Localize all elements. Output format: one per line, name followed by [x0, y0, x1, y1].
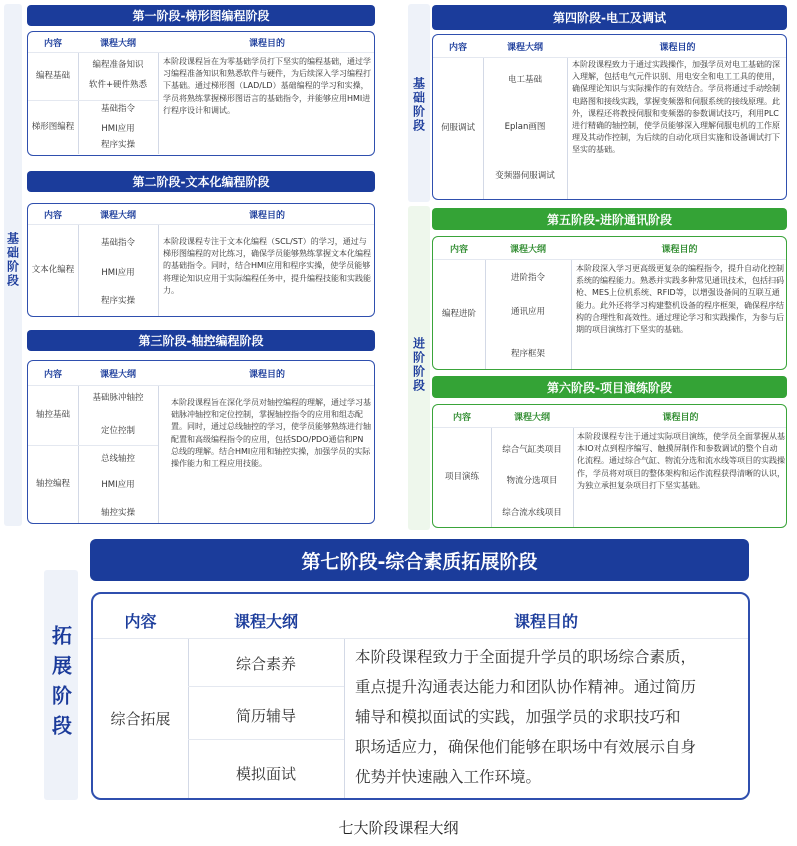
stage3-title: 第三阶段-轴控编程阶段 — [27, 330, 375, 351]
stage5-outline-2: 通讯应用 — [510, 307, 545, 317]
stage1-outline-3: 基础指令 — [100, 104, 135, 114]
stage3-header-goal: 课程目的 — [248, 369, 285, 380]
stage7-outline-1: 综合素养 — [235, 654, 296, 673]
stage1-header-outline: 课程大纲 — [99, 38, 136, 49]
stage3-content-2: 轴控编程 — [35, 479, 70, 489]
stage1-content-2-text: 梯形图编程 — [31, 122, 75, 132]
stage5-title: 第五阶段-进阶通讯阶段 — [432, 208, 787, 230]
stage7-goal-line-1: 本阶段课程致力于全面提升学员的职场综合素质， — [355, 648, 697, 666]
stage2-outline-3: 程序实操 — [100, 296, 135, 306]
stage3-header-outline: 课程大纲 — [99, 369, 136, 380]
stage3-content-1: 轴控基础 — [35, 410, 70, 420]
stage7-card — [91, 592, 750, 800]
stage5-header-outline: 课程大纲 — [509, 244, 546, 255]
stage2-title: 第二阶段-文本化编程阶段 — [27, 171, 375, 192]
basic-stage-label: 基础阶段 — [5, 232, 20, 288]
stage7-header-outline: 课程大纲 — [233, 611, 298, 631]
stage2-header-content: 内容 — [43, 210, 62, 221]
stage1-content-1: 编程基础 — [35, 71, 70, 81]
stage1-outline-1: 编程准备知识 — [92, 60, 144, 70]
stage3-outline-2: 定位控制 — [100, 426, 135, 436]
stage1-outline-5: 程序实操 — [100, 140, 135, 150]
stage1-content-2 — [30, 100, 76, 154]
stage4-outline-1: 电工基础 — [507, 75, 542, 85]
stage1-header-content: 内容 — [43, 38, 62, 49]
stage7-goal — [355, 642, 747, 792]
stage6-outline-2: 物流分选项目 — [506, 476, 558, 486]
stage7-header-goal: 课程目的 — [513, 611, 578, 631]
stage4-header-content: 内容 — [448, 42, 467, 53]
basic-stage-label-right: 基础阶段 — [411, 77, 426, 133]
stage1-goal: 本阶段课程旨在为零基础学员打下坚实的编程基础，通过学习编程准备知识和熟悉软件与硬件，为后续深入学习编程打下基础。通过梯形图（LAD/LD）基础编程的学习和实操，学员将熟练掌握梯形图语言的基础指令，并能够应用HMI进行程序设计和调试。 — [163, 57, 371, 115]
stage1-card — [27, 31, 375, 156]
stage6-title: 第六阶段-项目演练阶段 — [432, 376, 787, 398]
stage4-header-outline: 课程大纲 — [506, 42, 543, 53]
stage3-outline-4: HMI应用 — [101, 480, 135, 490]
stage5-header-goal: 课程目的 — [661, 244, 698, 255]
advanced-stage-label: 进阶阶段 — [411, 337, 426, 393]
stage7-header-content: 内容 — [124, 611, 157, 631]
stage4-outline-3: 变频器伺服调试 — [495, 171, 555, 181]
stage7-goal-line-3: 辅导和模拟面试的实践，加强学员的求职技巧和 — [355, 708, 681, 726]
stage5-outline-3: 程序框架 — [510, 349, 545, 359]
stage5-content: 编程进阶 — [441, 309, 476, 319]
stage6-header-goal: 课程目的 — [662, 412, 699, 423]
stage5-outline-1: 进阶指令 — [510, 273, 545, 283]
stage7-goal-line-4: 职场适应力，确保他们能够在职场中有效展示自身 — [355, 738, 697, 756]
stage1-header-goal: 课程目的 — [248, 38, 285, 49]
stage2-outline-2: HMI应用 — [101, 268, 135, 278]
stage4-content: 伺服调试 — [440, 123, 475, 133]
stage3-card — [27, 360, 375, 524]
stage5-goal: 本阶段深入学习更高级更复杂的编程指令，提升自动化控制系统的编程能力。熟悉并实践多种常见通讯技术，包括扫码枪、MES上位机系统、RFID等，以增强设备间的互联互通能力。此外还将学习构建整机设备的程序框架，确保程序结构的合理性和高效性。通过理论学习和实践操作，为参与后期的项目演练打下坚实的基础。 — [576, 264, 784, 335]
stage6-goal: 本阶段课程专注于通过实际项目演练，使学员全面掌握从基本IO对点到程序编写、触摸屏制作和参数调试的整个自动化流程。通过综合气缸、物流分选和流水线等项目的实践操作，学员将对项目的整体架构和运作流程获得清晰的认识，为独立承担复杂项目打下坚实基础。 — [577, 432, 785, 490]
stage2-goal: 本阶段课程专注于文本化编程（SCL/ST）的学习，通过与梯形图编程的对比练习，确保学员能够熟练掌握文本化编程的基础指令。同时，结合HMI应用和程序实操，使学员能够将理论知识应用于实际编程任务中，提升编程技能和实践能力。 — [163, 237, 371, 295]
stage4-header-goal: 课程目的 — [659, 42, 696, 53]
stage7-goal-line-2: 重点提升沟通表达能力和团队协作精神。通过简历 — [355, 678, 697, 696]
stage6-outline-1: 综合气缸类项目 — [502, 445, 562, 455]
stage2-outline-1: 基础指令 — [100, 238, 135, 248]
stage4-outline-2: Eplan画图 — [504, 122, 546, 132]
stage6-card — [432, 404, 787, 528]
stage3-outline-5: 轴控实操 — [100, 508, 135, 518]
stage1-outline-2: 软件+硬件熟悉 — [88, 80, 148, 90]
stage6-outline-3: 综合流水线项目 — [502, 508, 562, 518]
stage7-goal-line-5: 优势并快速融入工作环境。 — [355, 768, 542, 786]
stage4-title: 第四阶段-电工及调试 — [432, 5, 787, 30]
stage4-card — [432, 34, 787, 200]
stage3-header-content: 内容 — [43, 369, 62, 380]
stage6-content: 项目演练 — [444, 472, 479, 482]
stage7-outline-3: 模拟面试 — [235, 764, 296, 783]
stage5-header-content: 内容 — [449, 244, 468, 255]
stage6-header-content: 内容 — [452, 412, 471, 423]
stage7-outline-2: 简历辅导 — [235, 706, 296, 725]
stage3-outline-1: 基础脉冲轴控 — [92, 393, 144, 403]
stage6-header-outline: 课程大纲 — [513, 412, 550, 423]
stage4-goal: 本阶段课程致力于通过实践操作，加强学员对电工基础的深入理解，包括电气元件识别、用电安全和电工工具的使用，确保理论知识与实际操作的有效结合。学员将通过手动绘制电路图和接线实践，掌握变频器和伺服系统的接线原理。此外，课程还将教授伺服和变频器的参数调试技巧，利用PLC进行精确的轴控制，使学员能够深入理解伺服电机的工作原理及其动作控制，为后续的自动化项目实施和设备调试打下坚实的基础。 — [572, 60, 780, 155]
stage3-goal: 本阶段课程旨在深化学员对轴控编程的理解，通过学习基础脉冲轴控和定位控制，掌握轴控指令的应用和组态配置。同时，通过总线轴控的学习，使学员能够熟练进行轴配置和高级编程指令的应用，包括SDO/PDO通信和PN总线的理解。结合HMI应用和轴控实操，加强学员的实际操作能力和工程应用技能。 — [171, 398, 371, 469]
stage5-card — [432, 236, 787, 370]
stage2-content: 文本化编程 — [31, 265, 75, 275]
stage1-outline-4: HMI应用 — [101, 124, 135, 134]
stage2-header-outline: 课程大纲 — [99, 210, 136, 221]
figure-caption: 七大阶段课程大纲 — [338, 818, 459, 837]
stage2-card — [27, 203, 375, 317]
extension-stage-label: 拓展阶段 — [48, 625, 73, 745]
stage3-outline-3: 总线轴控 — [100, 454, 135, 464]
stage7-content: 综合拓展 — [110, 709, 171, 728]
stage7-title: 第七阶段-综合素质拓展阶段 — [90, 539, 749, 581]
stage2-header-goal: 课程目的 — [248, 210, 285, 221]
stage1-title: 第一阶段-梯形图编程阶段 — [27, 5, 375, 26]
